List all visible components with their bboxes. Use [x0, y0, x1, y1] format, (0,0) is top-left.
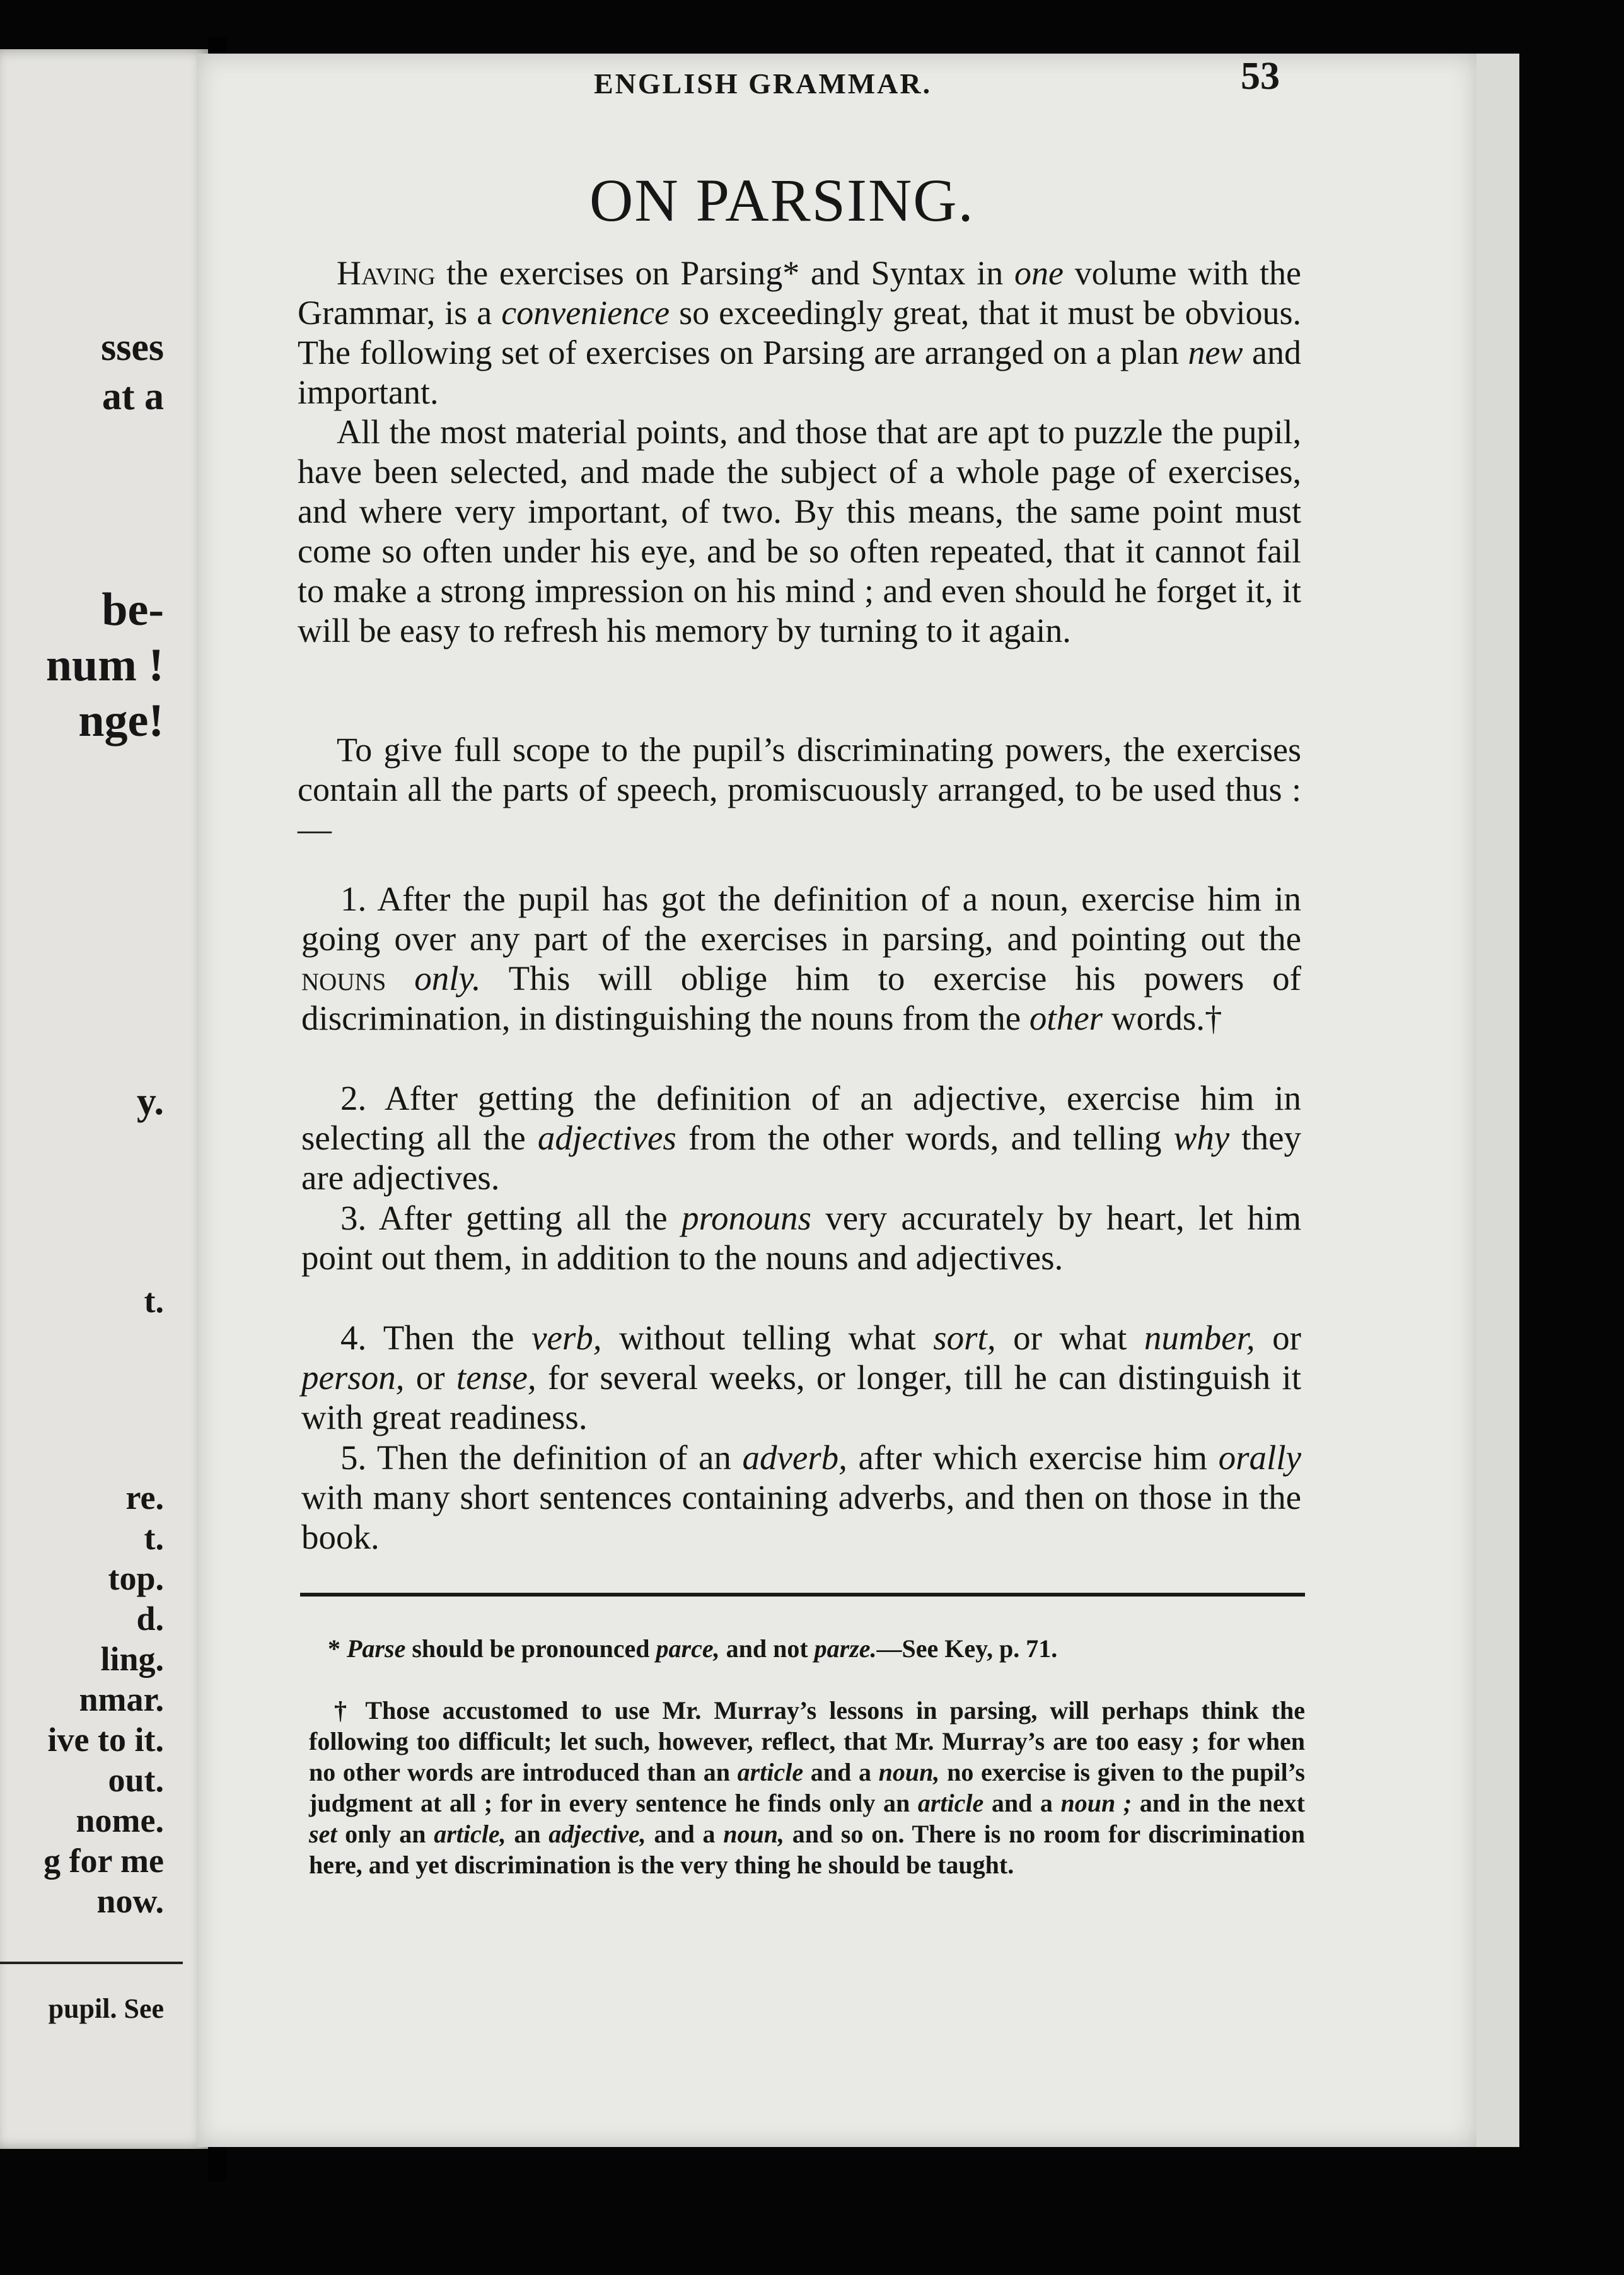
left-page-line: t. [144, 1519, 164, 1557]
text-run: All the most material points, and those that are apt to puzzle the pupil, have been selected, and made the subject of a whole page of exercises, and where very important, of two. By this means, the same point must come so often under his eye, and be so often repeated, that it cannot fail to make a strong impression on his mind ; and even should he forget it, it will be easy to refresh his memory by turning to it again. [298, 413, 1301, 649]
left-page-line: out. [108, 1761, 164, 1799]
italic-run: noun, [878, 1758, 940, 1786]
text-run: 3. After getting all the [340, 1199, 682, 1237]
text-run: 5. Then the definition of an [340, 1438, 743, 1477]
text-run: * [328, 1634, 347, 1663]
italic-run: new [1188, 334, 1243, 371]
text-run: words.† [1103, 999, 1222, 1037]
left-adjacent-page [0, 49, 208, 2149]
left-page-rule [0, 1962, 183, 1964]
left-page-line: re. [125, 1479, 164, 1516]
italic-run: adverb, [742, 1438, 847, 1477]
text-run: only an [337, 1820, 434, 1848]
text-run: the exercises on Parsing* and Syntax in [435, 254, 1014, 292]
intro-paragraph-1 [298, 253, 1301, 412]
italic-run: person, [301, 1358, 405, 1397]
italic-run: parze. [814, 1634, 877, 1663]
italic-run: article, [434, 1820, 506, 1848]
left-page-line: ive to it. [47, 1721, 164, 1759]
text-run: and a [646, 1820, 724, 1848]
step-4 [301, 1318, 1301, 1437]
left-page-line: top. [108, 1559, 164, 1597]
left-page-line: nge! [78, 695, 164, 747]
left-page-line: now. [96, 1882, 164, 1920]
left-page-line: y. [136, 1080, 164, 1123]
text-run: and a [983, 1789, 1061, 1817]
page-number: 53 [1241, 55, 1280, 98]
italic-run: adjectives [537, 1119, 676, 1157]
left-page-line: g for me [44, 1842, 164, 1880]
text-run: or [404, 1358, 456, 1397]
italic-run: parce, [656, 1634, 720, 1663]
left-page-line: nmar. [79, 1680, 164, 1718]
chapter-title: ON PARSING. [589, 166, 975, 234]
text-run: and a [803, 1758, 879, 1786]
intro-paragraph-2 [298, 412, 1301, 651]
left-page-line: t. [144, 1282, 164, 1320]
smallcaps-run: nouns [301, 959, 386, 998]
italic-run: adjective, [548, 1820, 646, 1848]
step-2 [301, 1078, 1301, 1197]
intro-paragraph-3 [298, 730, 1301, 849]
left-page-line: d. [136, 1600, 164, 1638]
text-run: This will oblige him to exercise his powers of discrimination, in distinguishing the nouns from the [301, 959, 1301, 1037]
text-run: or what [995, 1318, 1144, 1357]
italic-run: noun, [723, 1820, 785, 1848]
footnote-rule [300, 1593, 1305, 1597]
italic-run: orally [1218, 1438, 1301, 1477]
text-run: and not [719, 1634, 815, 1663]
running-head: ENGLISH GRAMMAR. [594, 67, 932, 100]
text-run: from the other words, and telling [676, 1119, 1174, 1157]
left-page-line: pupil. See [48, 1993, 164, 2024]
text-run: † Those accustomed to use Mr. Murray’s lessons in parsing, will perhaps think the following too difficult; let such, however, reflect, that Mr. Murray’s are too easy ; for when no other words are introduced than an [309, 1696, 1305, 1786]
step-5 [301, 1438, 1301, 1557]
text-run: no exercise is given to the pupil’s judgment at all ; for in every sentence he finds only an [309, 1758, 1305, 1817]
text-run: 2. After getting the definition of an adjective, exercise him in selecting all the [301, 1079, 1301, 1157]
step-3 [301, 1198, 1301, 1277]
italic-run: pronouns [682, 1199, 811, 1237]
italic-run: article [917, 1789, 984, 1817]
left-page-line: sses [101, 326, 164, 369]
text-run: without telling what [601, 1318, 934, 1357]
italic-run: noun ; [1060, 1789, 1132, 1817]
text-run: very accurately by heart, let him point out them, in addition to the nouns and adjectives. [301, 1199, 1301, 1277]
left-page-line: num ! [45, 639, 164, 691]
italic-run: convenience [501, 294, 670, 332]
text-run: should be pronounced [405, 1634, 656, 1663]
italic-run: tense, [456, 1358, 536, 1397]
text-run: so exceedingly great, that it must be obvious. The following set of exercises on Parsing are arranged on a plan [298, 294, 1301, 371]
italic-run: Parse [347, 1634, 406, 1663]
text-run: volume with the Grammar, is a [298, 254, 1301, 332]
text-run: To give full scope to the pupil’s discriminating powers, the exercises contain all the parts of speech, promiscuously arranged, to be used thus :— [298, 731, 1301, 848]
footnote-1 [309, 1633, 1305, 1664]
italic-run: set [309, 1820, 337, 1848]
italic-run: number, [1144, 1318, 1255, 1357]
italic-run: one [1014, 254, 1064, 292]
footnote-2 [309, 1695, 1305, 1880]
text-run: —See Key, p. 71. [876, 1634, 1058, 1663]
text-run: an [506, 1820, 549, 1848]
text-run: for several weeks, or longer, till he can distinguish it with great readiness. [301, 1358, 1301, 1436]
text-run: or [1255, 1318, 1301, 1357]
text-run: they are adjectives. [301, 1119, 1301, 1197]
italic-run: article [737, 1758, 804, 1786]
italic-run: only. [414, 959, 481, 998]
text-run: with many short sentences containing adverbs, and then on those in the book. [301, 1478, 1301, 1556]
italic-run: why [1173, 1119, 1230, 1157]
text-run: 1. After the pupil has got the definition of a noun, exercise him in going over any part of the exercises in parsing, and pointing out the [301, 880, 1301, 958]
italic-run: sort, [933, 1318, 996, 1357]
text-run: after which exercise him [847, 1438, 1219, 1477]
text-run: and important. [298, 334, 1301, 411]
text-run: and so on. There is no room for discrimination here, and yet discrimination is the very thing he should be taught. [309, 1820, 1305, 1879]
text-run: 4. Then the [340, 1318, 532, 1357]
text-run [386, 959, 414, 998]
left-page-line: ling. [100, 1640, 164, 1678]
italic-run: verb, [531, 1318, 602, 1357]
left-page-line: at a [102, 375, 164, 418]
drop-lead-word: Having [337, 254, 436, 292]
left-page-line: nome. [76, 1801, 164, 1839]
step-1 [301, 879, 1301, 1038]
text-run: and in the next [1132, 1789, 1305, 1817]
italic-run: other [1029, 999, 1103, 1037]
left-page-line: be- [102, 584, 164, 636]
